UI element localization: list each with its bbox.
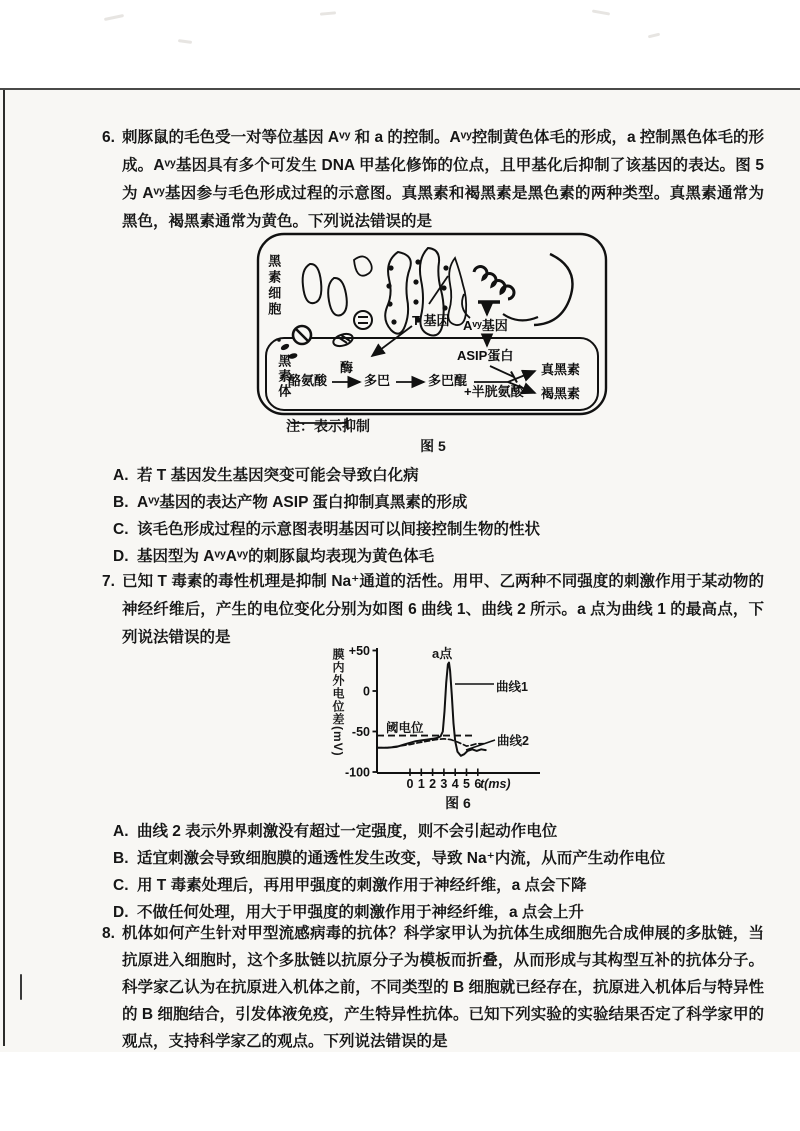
option-row	[113, 845, 768, 872]
option-text: 该毛色形成过程的示意图表明基因可以间接控制生物的性状	[137, 521, 541, 538]
figure5-caption: 图 5	[420, 438, 446, 454]
question-7-text: 已知 T 毒素的毒性机理是抑制 Na⁺通道的活性。用甲、乙两种不同强度的刺激作用于某动物的神经纤维后，产生的电位变化分别为如图 6 曲线 1、曲线 2 所示。a 点为曲线 1 的最高点，下列说法错误的是	[122, 573, 764, 646]
option-label: D.	[113, 904, 129, 921]
question-6	[102, 124, 764, 236]
question-7-number: 7.	[102, 573, 115, 590]
cysteine-label: +半胱氨酸	[464, 384, 524, 399]
asip-protein-label: ASIP蛋白	[457, 348, 514, 363]
figure6-plot	[328, 640, 598, 812]
curve1-label: 曲线1	[496, 680, 528, 694]
option-text: 曲线 2 表示外界刺激没有超过一定强度，则不会引起动作电位	[137, 823, 558, 840]
option-row	[113, 872, 768, 899]
option-text: 不做任何处理，用大于甲强度的刺激作用于神经纤维，a 点会上升	[137, 904, 584, 921]
option-label: B.	[113, 850, 129, 867]
svg-text:3: 3	[440, 777, 448, 791]
svg-text:5: 5	[463, 777, 470, 791]
dopa-label: 多巴	[364, 373, 391, 388]
svg-text:6: 6	[474, 777, 482, 791]
option-text: 用 T 毒素处理后，再用甲强度的刺激作用于神经纤维，a 点会下降	[137, 877, 587, 894]
figure5-note	[286, 416, 370, 436]
svg-text:1: 1	[417, 777, 425, 791]
a-point-label: a点	[432, 646, 453, 661]
svg-text:4: 4	[451, 777, 459, 791]
option-row	[113, 543, 768, 570]
eumelanin-label: 真黑素	[541, 362, 581, 377]
melanosome-label: 黑素体	[276, 354, 292, 399]
scan-artifact	[104, 14, 124, 21]
scan-artifact	[648, 33, 660, 39]
svg-text:2: 2	[429, 777, 437, 791]
question-6-text: 刺豚鼠的毛色受一对等位基因 Aᵛʸ 和 a 的控制。Aᵛʸ控制黄色体毛的形成，a 控制黑色体毛的形成。Aᵛʸ基因具有多个可发生 DNA 甲基化修饰的位点，且甲基化后抑制了该基因的表达。图 5 为 Aᵛʸ基因参与毛色形成过程的示意图。真黑素和褐黑素是黑色素的两种类型。真黑素通常为黑色，褐黑素通常为黄色。下列说法错误的是	[122, 129, 764, 230]
t-gene-label: T 基因	[412, 313, 450, 328]
scan-artifact	[320, 11, 336, 15]
pen-mark	[20, 974, 22, 1000]
svg-text:0: 0	[406, 777, 414, 791]
option-label: C.	[113, 877, 129, 894]
figure5-diagram	[250, 228, 616, 460]
option-label: A.	[113, 467, 129, 484]
option-row	[113, 818, 768, 845]
scan-artifact	[592, 9, 610, 15]
inhibition-symbol	[289, 416, 353, 430]
svg-text:-50: -50	[351, 725, 370, 739]
scanned-page	[0, 88, 800, 1052]
organelles-drawing	[303, 248, 573, 348]
note-suffix: 表示抑制	[314, 418, 370, 434]
option-row	[113, 516, 768, 543]
x-axis-unit: t(ms)	[480, 777, 511, 791]
avy-gene-label: Aᵛʸ基因	[463, 318, 508, 333]
scan-artifact	[178, 39, 192, 44]
scan-left-edge-line	[3, 90, 5, 1046]
svg-text:+50: +50	[348, 644, 370, 658]
pheomelanin-label: 褐黑素	[541, 386, 581, 401]
curve2-label: 曲线2	[497, 734, 529, 748]
figure6-caption: 图 6	[445, 795, 471, 811]
option-row	[113, 489, 768, 516]
svg-text:0: 0	[363, 684, 370, 699]
option-label: B.	[113, 494, 129, 511]
question-6-options	[113, 462, 768, 570]
tyrosine-label: 酪氨酸	[288, 373, 328, 388]
option-text: 适宜刺激会导致细胞膜的通透性发生改变，导致 Na⁺内流，从而产生动作电位	[137, 850, 666, 867]
option-row	[113, 462, 768, 489]
option-text: 基因型为 AᵛʸAᵛʸ的刺豚鼠均表现为黄色体毛	[137, 548, 435, 565]
option-label: A.	[113, 823, 129, 840]
melanocyte-label: 黑素细胞	[266, 254, 282, 318]
question-8-text: 机体如何产生针对甲型流感病毒的抗体？科学家甲认为抗体生成细胞先合成伸展的多肽链，当抗原进入细胞时，这个多肽链以抗原分子为模板而折叠，从而形成与其构型互补的抗体分子。科学家乙认为在抗原进入机体之前，不同类型的 B 细胞就已经存在，抗原进入机体后与特异性的 B 细胞结合，引发体液免疫，产生特异性抗体。已知下列实验的实验结果否定了科学家甲的观点，支持科学家乙的观点。下列说法错误的是	[122, 925, 764, 1050]
option-text: Aᵛʸ基因的表达产物 ASIP 蛋白抑制真黑素的形成	[137, 494, 468, 511]
option-label: C.	[113, 521, 129, 538]
dna-coil	[474, 267, 514, 302]
option-label: D.	[113, 548, 129, 565]
y-axis-title: 膜内外电位差(mV)	[331, 648, 345, 757]
option-text: 若 T 基因发生基因突变可能会导致白化病	[137, 467, 419, 484]
question-6-number: 6.	[102, 129, 115, 146]
question-8	[102, 920, 764, 1055]
dopaquinone-label: 多巴醌	[428, 373, 468, 388]
threshold-label: 阈电位	[386, 721, 424, 735]
page-top-margin	[0, 0, 800, 88]
question-7-options	[113, 818, 768, 926]
enzyme-label: 酶	[340, 360, 354, 375]
question-8-number: 8.	[102, 925, 115, 942]
figure6-chart	[328, 640, 598, 812]
note-prefix: 注：	[286, 418, 314, 434]
svg-text:-100: -100	[344, 765, 370, 780]
